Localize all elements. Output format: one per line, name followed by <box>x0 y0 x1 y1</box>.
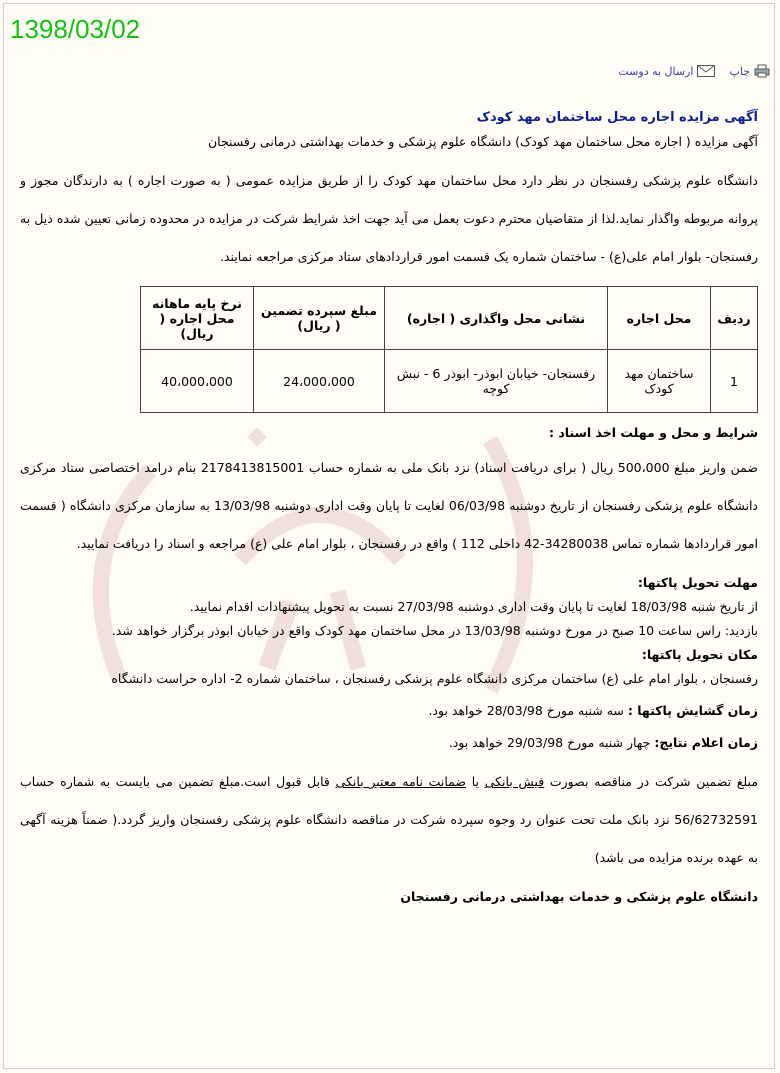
header-monthly-rate: نرخ پایه ماهانه محل اجاره ( ریال) <box>141 287 254 350</box>
cell-row-number: 1 <box>711 350 758 413</box>
delivery-deadline-heading: مهلت تحویل پاکتها: <box>637 575 758 590</box>
table-header-row <box>141 287 758 350</box>
auction-table <box>140 286 758 413</box>
conditions-text: ضمن واریز مبلغ 500،000 ریال ( برای دریافت اسناد) نزد بانک ملی به شماره حساب 2178413815001 بنام درامد اختصاصی ستاد مرکزی دانشگاه علوم پزشکی رفسنجان از تاریخ دوشنبه 06/03/98 لغایت تا پایان وقت اداری دوشنبه 13/03/98 به سازمان مرکزی دانشگاه ( قسمت امور قراردادها شماره تماس 34280038-42 داخلی 112 ) واقع در رفسنجان ، بلوار امام علی (ع) مراجعه و اسناد را دریافت نمایید. <box>20 460 758 551</box>
opening-text: سه شنبه مورخ 28/03/98 خواهد بود. <box>428 703 624 718</box>
announcement <box>20 106 758 909</box>
guarantee-paragraph <box>20 763 758 877</box>
publish-date: 1398/03/02 <box>10 14 141 44</box>
results-text: چهار شنبه مورخ 29/03/98 خواهد بود. <box>448 735 651 750</box>
subtitle: آگهی مزایده ( اجاره محل ساختمان مهد کودک) دانشگاه علوم پزشکی و خدمات بهداشتی درمانی رفسنجان <box>207 134 758 149</box>
guarantee-part3: قابل قبول است.مبلغ تضمین می بایست به شماره حساب 56/62732591 نزد بانک ملت تحت عنوان رد وجوه سپرده شرکت در مناقصه دانشگاه علوم پزشکی رفسنجان واریز گردد.( ضمناً هزینه آگهی به عهده برنده مزایده می باشد) <box>20 774 758 865</box>
intro-paragraph: دانشگاه علوم پزشکی رفسنجان در نظر دارد محل ساختمان مهد کودک را از طریق مزایده عمومی ( به صورت اجاره ) به دارندگان مجوز و پروانه مربوطه واگذار نماید.لذا از متقاضیان محترم دعوت بعمل می آید جهت اخذ شرایط شرکت در مزایده در محدوده زمانی تعیین شده ذیل به رفسنجان- بلوار امام علی(ع) - ساختمان شماره یک قسمت امور قراردادهای ستاد مرکزی مراجعه نمایند. <box>20 173 758 264</box>
header-location: محل اجاره <box>608 287 711 350</box>
bank-receipt-text: فیش بانکی <box>484 774 545 789</box>
header-row-number: ردیف <box>711 287 758 350</box>
send-label: ارسال به دوست <box>618 64 694 78</box>
cell-monthly-rate: 40،000،000 <box>141 350 254 413</box>
print-label: چاپ <box>729 64 750 78</box>
guarantee-part2: یا <box>466 774 485 789</box>
footer-signature: دانشگاه علوم پزشکی و خدمات بهداشتی درمانی رفسنجان <box>400 889 758 904</box>
envelope-icon <box>697 65 715 77</box>
guarantee-part1: مبلغ تضمین شرکت در مناقصه بصورت <box>544 774 759 789</box>
table-row <box>141 350 758 413</box>
results-label: زمان اعلام نتایج: <box>654 735 758 750</box>
delivery-place-heading: مکان تحویل پاکتها: <box>641 647 758 662</box>
delivery-deadline-text: از تاریخ شنبه 18/03/98 لغایت تا پایان وقت اداری دوشنبه 27/03/98 نسبت به تحویل پیشنهادات اقدام نمایید. <box>189 599 758 614</box>
delivery-place-text: رفسنجان ، بلوار امام علی (ع) ساختمان مرکزی دانشگاه علوم پزشکی رفسنجان ، ساختمان شماره 2- اداره حراست دانشگاه <box>111 671 758 686</box>
header-address: نشانی محل واگذاری ( اجاره) <box>385 287 608 350</box>
cell-location: ساختمان مهد کودک <box>608 350 711 413</box>
bank-guarantee-text: ضمانت نامه معتبر بانکی <box>335 774 467 789</box>
conditions-heading: شرایط و محل و مهلت اخذ اسناد : <box>549 425 758 440</box>
results-time <box>20 731 758 755</box>
toolbar <box>618 64 770 78</box>
printer-icon <box>754 64 770 78</box>
print-button[interactable] <box>729 64 770 78</box>
header-deposit: مبلغ سپرده تضمین ( ریال) <box>254 287 385 350</box>
cell-address: رفسنجان- خیابان ابوذر- ابوذر 6 - نبش کوچه <box>385 350 608 413</box>
opening-label: زمان گشایش پاکتها : <box>627 703 758 718</box>
opening-time <box>20 699 758 723</box>
send-to-friend-button[interactable] <box>618 65 715 78</box>
page-title: آگهی مزایده اجاره محل ساختمان مهد کودک <box>476 110 758 125</box>
cell-deposit: 24،000،000 <box>254 350 385 413</box>
visit-text: بازدید: راس ساعت 10 صبح در مورخ دوشنبه 13/03/98 در محل ساختمان مهد کودک واقع در خیابان ابوذر برگزار خواهد شد. <box>111 623 758 638</box>
